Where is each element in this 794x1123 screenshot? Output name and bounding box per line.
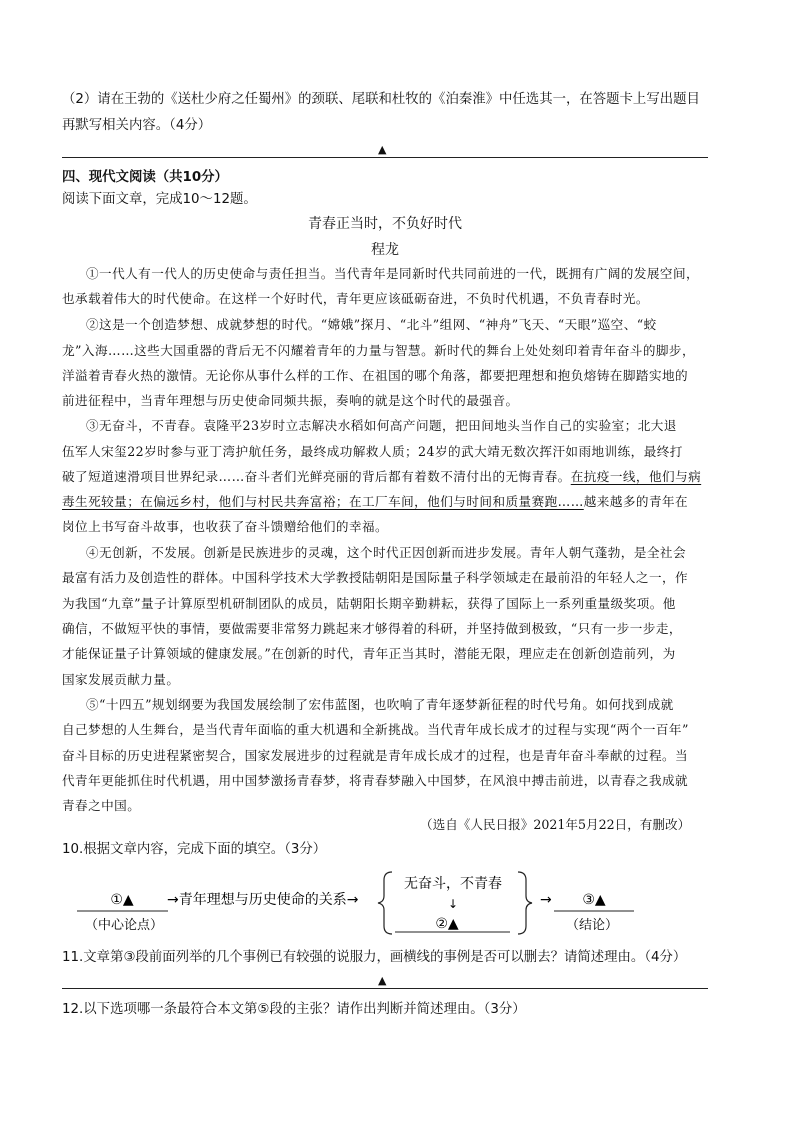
box-1-answer: ①▲ xyxy=(110,892,134,908)
article-source: （选自《人民日报》2021年5月22日，有删改） xyxy=(420,817,691,832)
paragraph-5-line-4: 代青年更能抓住时代机遇，用中国梦激扬青春梦，将青春梦融入中国梦，在风浪中搏击前进，以青春之我成就 xyxy=(62,773,689,788)
article-title: 青春正当时，不负好时代 xyxy=(308,216,462,232)
paragraph-5-line-1: ⑤“十四五”规划纲要为我国发展绘制了宏伟蓝图，也吹响了青年逐梦新征程的时代号角。如何找到成就 xyxy=(86,697,674,712)
paragraph-4-line-5: 才能保证量子计算领域的健康发展。”在创新的时代，青年正当其时，潜能无限，理应走在创新创造前列，为 xyxy=(62,646,676,661)
paragraph-1-line-2: 也承载着伟大的时代使命。在这样一个好时代，青年更应该砥砺奋进，不负时代机遇，不负青春时光。 xyxy=(62,291,649,306)
section-title: 四、现代文阅读（共10分） xyxy=(62,170,228,185)
question-11: 11.文章第③段前面列举的几个事例已有较强的说服力，画横线的事例是否可以删去？请简述理由。（4分） xyxy=(62,950,687,965)
relation-text: →青年理想与历史使命的关系→ xyxy=(167,892,359,908)
paragraph-5-line-3: 奋斗目标的历史进程紧密契合，国家发展进步的过程就是青年成长成才的过程，也是青年奋斗奉献的过程。当 xyxy=(62,748,689,763)
paragraph-1-line-1: ①一代人有一代人的历史使命与责任担当。当代青年是同新时代共同前进的一代，既拥有广阔的发展空间， xyxy=(86,266,700,281)
divider-1 xyxy=(62,157,708,158)
box-3-answer: ③▲ xyxy=(582,892,606,908)
paragraph-4-line-1: ④无创新，不发展。创新是民族进步的灵魂，这个时代正因创新而进步发展。青年人朝气蓬勃，是全社会 xyxy=(86,545,687,560)
paragraph-5-line-2: 自己梦想的人生舞台，是当代青年面临的重大机遇和全新挑战。当代青年成长成才的过程与实现“两个一百年” xyxy=(62,722,689,737)
left-brace xyxy=(378,872,392,934)
bottom-item-answer: ②▲ xyxy=(435,916,459,932)
paragraph-3-line-4 xyxy=(62,492,734,512)
answer-mark-2: ▲ xyxy=(378,974,387,987)
down-arrow: ↓ xyxy=(447,897,459,911)
divider-2 xyxy=(62,988,708,989)
paragraph-2-line-1: ②这是一个创造梦想、成就梦想的时代。“嫦娥”探月、“北斗”组网、“神舟”飞天、“天眼”巡空、“蛟 xyxy=(86,317,657,332)
underlined-example-end: 毒生死较量；在偏远乡村，他们与村民共奔富裕；在工厂车间，他们与时间和质量赛跑…… xyxy=(62,494,584,509)
answer-mark-1: ▲ xyxy=(378,143,387,156)
question-9-2: （2）请在王勃的《送杜少府之任蜀州》的颈联、尾联和杜牧的《泊秦淮》中任选其一，在答题卡上写出题目 xyxy=(62,92,700,107)
paragraph-3-line-5: 岗位上书写奋斗故事，也收获了奋斗馈赠给他们的幸福。 xyxy=(62,519,389,534)
question-12: 12.以下选项哪一条最符合本文第⑤段的主张？请作出判断并简述理由。（3分） xyxy=(62,1002,526,1017)
article-author: 程龙 xyxy=(371,242,399,258)
paragraph-2-line-2: 龙”入海……这些大国重器的背后无不闪耀着青年的力量与智慧。新时代的舞台上处处刻印着青年奋斗的脚步， xyxy=(62,343,695,358)
top-item: 无奋斗，不青春 xyxy=(404,876,502,892)
question-9-2-continued: 再默写相关内容。（4分） xyxy=(62,118,212,133)
paragraph-2-line-3: 洋溢着青春火热的激情。无论你从事什么样的工作、在祖国的哪个角落，都要把理想和抱负熔铸在脚踏实地的 xyxy=(62,368,689,383)
argument-structure-diagram xyxy=(0,866,794,936)
paragraph-3-tail: 越来越多的青年在 xyxy=(583,494,689,509)
arrow-out: → xyxy=(540,892,552,908)
paragraph-4-line-4: 确信，不做短平快的事情，要做需要非常努力跳起来才够得着的科研，并坚持做到极致，“只有一步一步走， xyxy=(62,621,682,636)
paragraph-5-line-5: 青春之中国。 xyxy=(62,798,141,813)
paragraph-3-line-3 xyxy=(62,467,734,487)
paragraph-4-line-2: 最富有活力及创造性的群体。中国科学技术大学教授陆朝阳是国际量子科学领域走在最前沿的年轻人之一，作 xyxy=(62,570,689,585)
reading-instruction: 阅读下面文章，完成10～12题。 xyxy=(62,192,257,207)
paragraph-2-line-4: 前进征程中，当青年理想与历史使命同频共振，奏响的就是这个时代的最强音。 xyxy=(62,393,519,408)
underlined-example-start: 在抗疫一线，他们与病 xyxy=(570,469,702,484)
paragraph-4-line-6: 国家发展贡献力量。 xyxy=(62,672,180,687)
question-10: 10.根据文章内容，完成下面的填空。（3分） xyxy=(62,842,327,857)
box-3-label: （结论） xyxy=(565,918,619,933)
paragraph-4-line-3: 为我国“九章”量子计算原型机研制团队的成员，陆朝阳长期辛勤耕耘，获得了国际上一系列重量级奖项。他 xyxy=(62,596,676,611)
right-brace xyxy=(518,872,532,934)
paragraph-3-line-1: ③无奋斗，不青春。袁隆平23岁时立志解决水稻如何高产问题，把田间地头当作自己的实验室；北大退 xyxy=(86,418,677,433)
paragraph-3-line-2: 伍军人宋玺22岁时参与亚丁湾护航任务，最终成功解救人质；24岁的武大靖无数次挥汗如雨地训练，最终打 xyxy=(62,444,683,459)
paragraph-3-text: 破了短道速滑项目世界纪录……奋斗者们光鲜亮丽的背后都有着数不清付出的无悔青春。 xyxy=(62,469,571,484)
box-1-label: （中心论点） xyxy=(84,918,164,933)
